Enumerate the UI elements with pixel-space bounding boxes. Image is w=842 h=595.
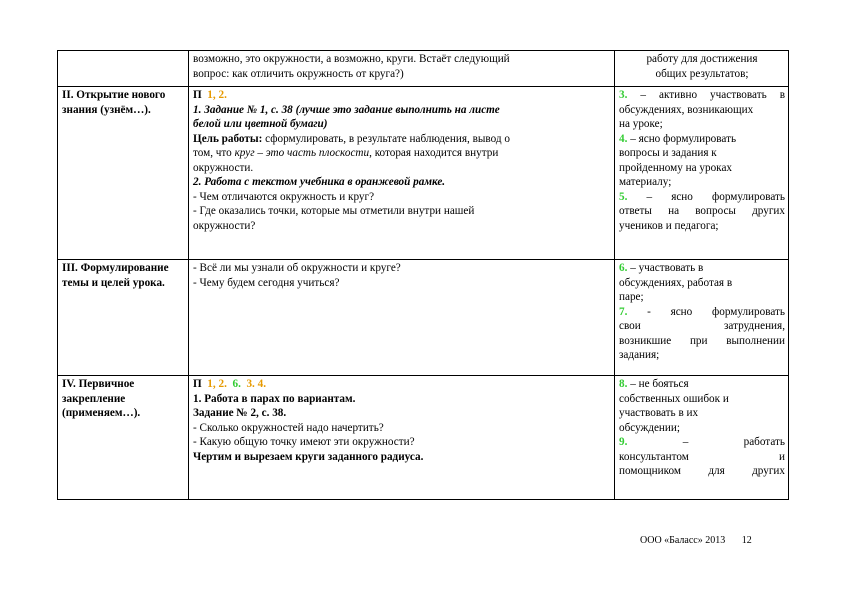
uud-line: общих результатов; <box>655 67 749 80</box>
uud-line: работу для достижения <box>646 53 758 65</box>
stage-cell <box>58 376 189 500</box>
content-line: 1. Работа в парах по вариантам. <box>193 392 356 405</box>
content-line: окружности? <box>193 219 256 232</box>
uud-line: паре; <box>619 291 644 303</box>
uud-line: помощником для других <box>619 465 785 477</box>
stage-cell <box>58 87 189 260</box>
content-line: - Какую общую точку имеют эти окружности? <box>193 436 415 448</box>
content-cell <box>189 87 615 260</box>
uud-cell <box>615 260 789 376</box>
content-line: - Всё ли мы узнали об окружности и круге? <box>193 262 401 274</box>
stage-title: III. Формулирование темы и целей урока. <box>62 262 169 289</box>
uud-line: обсуждениях, возникающих <box>619 103 754 116</box>
uud-line: задания; <box>619 349 660 361</box>
uud-line: учеников и педагога; <box>619 219 719 232</box>
task-refs: П 1, 2. 6. 3. 4. <box>193 378 267 390</box>
uud-line: 4. – ясно формулировать <box>619 132 737 145</box>
content-line: возможно, это окружности, а возможно, круги. Встаёт следующий <box>193 53 510 65</box>
content-line: вопрос: как отличить окружность от круга?) <box>193 67 404 80</box>
content-line: - Чему будем сегодня учиться? <box>193 276 340 289</box>
content-line: - Где оказались точки, которые мы отметили внутри нашей <box>193 205 475 217</box>
uud-line: 9. – работать <box>619 436 785 448</box>
uud-cell <box>615 87 789 260</box>
table-row <box>58 376 789 500</box>
uud-line: 6. – участвовать в <box>619 262 704 274</box>
uud-line: возникшие при выполнении <box>619 334 785 347</box>
uud-cell <box>615 376 789 500</box>
content-line: - Чем отличаются окружность и круг? <box>193 190 375 203</box>
uud-line: 7. - ясно формулировать <box>619 305 785 318</box>
content-line: том, что круг – это часть плоскости, которая находится внутри <box>193 147 499 159</box>
stage-cell <box>58 51 189 87</box>
lesson-plan-table <box>57 50 789 500</box>
page-number: 12 <box>741 535 752 546</box>
content-line: Задание № 2, с. 38. <box>193 407 287 419</box>
content-cell <box>189 260 615 376</box>
content-cell <box>189 376 615 500</box>
content-line: 2. Работа с текстом учебника в оранжевой рамке. <box>193 176 446 188</box>
content-line: Чертим и вырезаем круги заданного радиуса. <box>193 450 424 463</box>
stage-title: II. Открытие нового знания (узнём…). <box>62 89 166 116</box>
footer-company: ООО «Баласс» 2013 <box>640 535 726 546</box>
uud-line: ответы на вопросы других <box>619 205 785 217</box>
uud-line: материалу; <box>619 176 672 188</box>
table-row <box>58 51 789 87</box>
uud-line: пройденному на уроках <box>619 161 732 174</box>
uud-line: вопросы и задания к <box>619 147 717 159</box>
uud-line: собственных ошибок и <box>619 392 729 405</box>
task-refs: П 1, 2. <box>193 89 227 101</box>
stage-title: IV. Первичное закрепление (применяем…). <box>62 378 141 419</box>
uud-line: обсуждениях, работая в <box>619 276 733 289</box>
uud-line: консультантом и <box>619 450 785 463</box>
uud-line: на уроке; <box>619 118 663 130</box>
table-row <box>58 260 789 376</box>
uud-line: свои затруднения, <box>619 320 785 332</box>
content-line: Цель работы: сформулировать, в результате наблюдения, вывод о <box>193 132 510 145</box>
content-line: - Сколько окружностей надо начертить? <box>193 421 384 434</box>
uud-cell <box>615 51 789 87</box>
uud-line: участвовать в их <box>619 407 699 419</box>
content-cell <box>189 51 615 87</box>
uud-line: 3. – активно участвовать в <box>619 89 786 101</box>
content-line: 1. Задание № 1, с. 38 (лучше это задание выполнить на листе <box>193 103 500 116</box>
page-footer <box>640 535 752 546</box>
stage-cell <box>58 260 189 376</box>
content-line: окружности. <box>193 161 254 174</box>
uud-line: обсуждении; <box>619 421 681 434</box>
uud-line: 8. – не бояться <box>619 378 689 390</box>
content-line: белой или цветной бумаги) <box>193 118 328 130</box>
table-row <box>58 87 789 260</box>
uud-line: 5. – ясно формулировать <box>619 190 786 203</box>
